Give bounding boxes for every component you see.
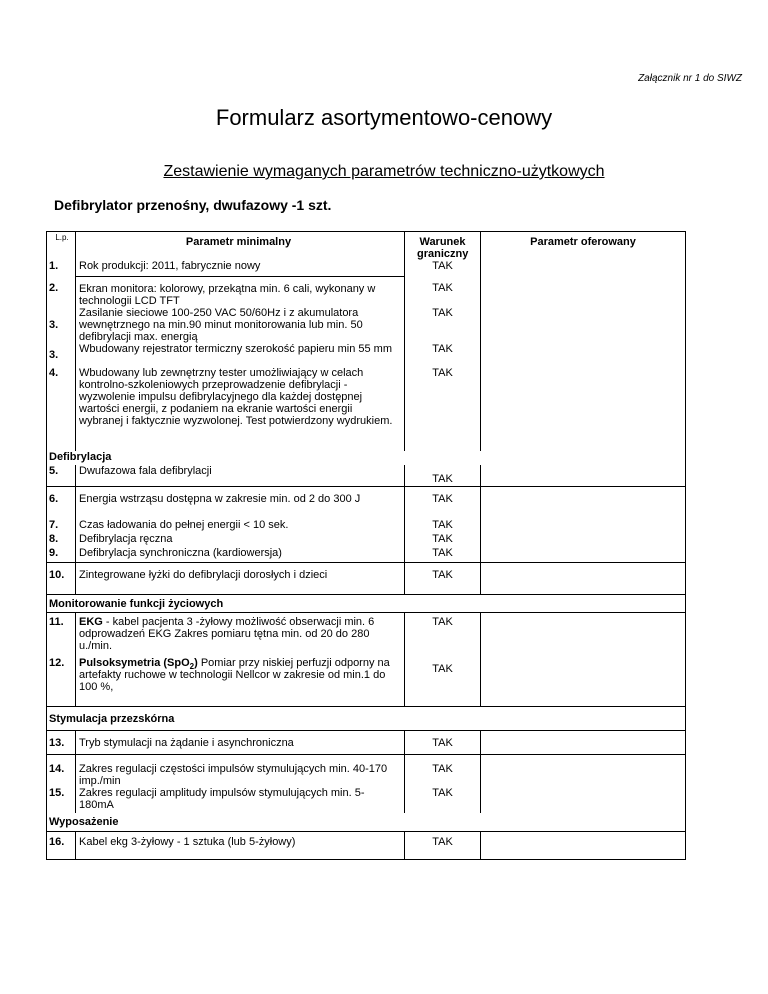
row-lp: 9.	[47, 547, 76, 563]
row-lp: 10.	[47, 563, 76, 595]
row-param: Ekran monitora: kolorowy, przekątna min. 6 cali, wykonany w technologii LCD TFT	[76, 276, 405, 307]
row-lp: 16.	[47, 831, 76, 859]
row-param: Rok produkcji: 2011, fabrycznie nowy	[76, 248, 405, 276]
row-lp: 6.	[47, 487, 76, 519]
page-title: Formularz asortymentowo-cenowy	[215, 105, 553, 130]
row-param-ekg	[76, 613, 405, 657]
row-param: Czas ładowania do pełnej energii < 10 sek.	[76, 519, 405, 533]
row-offered	[481, 533, 686, 547]
row-cond: TAK	[405, 276, 481, 307]
header-param: Parametr minimalny	[76, 232, 405, 249]
header-cond: Warunek graniczny	[417, 236, 469, 260]
section-heading: Defibrylacja	[47, 451, 686, 465]
row-param-spo2	[76, 657, 405, 707]
param-text: - kabel pacjenta 3 -żyłowy możliwość obserwacji min. 6 odprowadzeń EKG Zakres pomiaru tętna min. od 20 do 280 u./min.	[79, 616, 375, 652]
section-heading: Monitorowanie funkcji życiowych	[47, 595, 686, 613]
row-cond: TAK	[405, 613, 481, 657]
row-offered	[481, 755, 686, 788]
section-heading: Wyposażenie	[47, 813, 686, 831]
row-cond: TAK	[405, 563, 481, 595]
row-cond: TAK	[405, 519, 481, 533]
row-cond: TAK	[405, 487, 481, 519]
row-cond: TAK	[405, 533, 481, 547]
row-lp: 14.	[47, 755, 76, 788]
row-param: Wbudowany lub zewnętrzny tester umożliwiający w celach kontrolno-szkoleniowych przeprowadzenie defibrylacji - wyzwolenie impulsu defibrylacyjnego dla każdej dostępnej wartości energii, z podaniem na ekranie wartości energii wybranej i faktycznie wyzwolonej. Test potwierdzony wydrukiem.	[76, 367, 405, 451]
device-heading: Defibrylator przenośny, dwufazowy -1 szt.	[54, 197, 332, 213]
row-cond: TAK	[405, 731, 481, 755]
row-param: Zakres regulacji amplitudy impulsów stymulujących min. 5-180mA	[76, 787, 405, 813]
row-lp: 12.	[47, 657, 76, 707]
row-cond: TAK	[432, 260, 453, 272]
row-lp: 3.	[47, 343, 76, 367]
row-offered	[481, 657, 686, 707]
row-lp: 11.	[47, 613, 76, 657]
row-param: Energia wstrząsu dostępna w zakresie min. od 2 do 300 J	[76, 487, 405, 519]
row-offered	[481, 465, 686, 487]
row-cond: TAK	[405, 547, 481, 563]
row-lp: 3.	[47, 307, 76, 343]
param-text: Pomiar przy niskiej perfuzji odporny na artefakty ruchowe w technologii Nellcor w zakresie od min.1 do 100 %,	[79, 656, 390, 693]
row-lp: 1.	[49, 260, 59, 272]
row-offered	[481, 563, 686, 595]
row-offered	[481, 613, 686, 657]
row-offered	[481, 307, 686, 343]
row-offered	[481, 831, 686, 859]
row-cond: TAK	[405, 307, 481, 343]
row-param: Zasilanie sieciowe 100-250 VAC 50/60Hz i z akumulatora wewnętrznego na min.90 minut monitorowania lub min. 50 defibrylacji max. energią	[76, 307, 405, 343]
row-lp: 2.	[47, 276, 76, 307]
row-cond: TAK	[405, 755, 481, 788]
row-offered	[481, 487, 686, 519]
row-cond: TAK	[405, 831, 481, 859]
row-param: Wbudowany rejestrator termiczny szerokość papieru min 55 mm	[76, 343, 405, 367]
row-lp: 5.	[47, 465, 76, 487]
row-offered	[481, 787, 686, 813]
row-param: Tryb stymulacji na żądanie i asynchroniczna	[76, 731, 405, 755]
row-cond: TAK	[405, 657, 481, 707]
section-heading: Stymulacja przezskórna	[47, 707, 686, 731]
page-subtitle: Zestawienie wymaganych parametrów techniczno-użytkowych	[163, 163, 605, 180]
header-offered: Parametr oferowany	[481, 232, 686, 277]
row-lp: 7.	[47, 519, 76, 533]
param-bold-label: EKG	[79, 616, 103, 628]
row-offered	[481, 547, 686, 563]
row-param: Dwufazowa fala defibrylacji	[76, 465, 405, 487]
row-cond: TAK	[405, 343, 481, 367]
row-param: Defibrylacja synchroniczna (kardiowersja)	[76, 547, 405, 563]
param-bold-label: Pulsoksymetria (SpO$_2$)	[79, 656, 198, 671]
row-offered	[481, 343, 686, 367]
row-param: Defibrylacja ręczna	[76, 533, 405, 547]
row-lp: 4.	[47, 367, 76, 451]
row-offered	[481, 367, 686, 451]
row-param: Kabel ekg 3-żyłowy - 1 sztuka (lub 5-żyłowy)	[76, 831, 405, 859]
row-param: Zakres regulacji częstości impulsów stymulujących min. 40-170 imp./min	[76, 755, 405, 788]
row-offered	[481, 731, 686, 755]
row-lp: 15.	[47, 787, 76, 813]
row-lp: 13.	[47, 731, 76, 755]
parameters-table	[46, 231, 686, 860]
row-offered	[481, 519, 686, 533]
row-offered	[481, 276, 686, 307]
row-lp: 8.	[47, 533, 76, 547]
row-cond: TAK	[405, 787, 481, 813]
annex-label: Załącznik nr 1 do SIWZ	[638, 73, 742, 84]
row-param: Zintegrowane łyżki do defibrylacji dorosłych i dzieci	[76, 563, 405, 595]
row-cond: TAK	[405, 367, 481, 451]
row-cond: TAK	[405, 465, 481, 487]
header-lp: L.p.	[55, 233, 69, 242]
